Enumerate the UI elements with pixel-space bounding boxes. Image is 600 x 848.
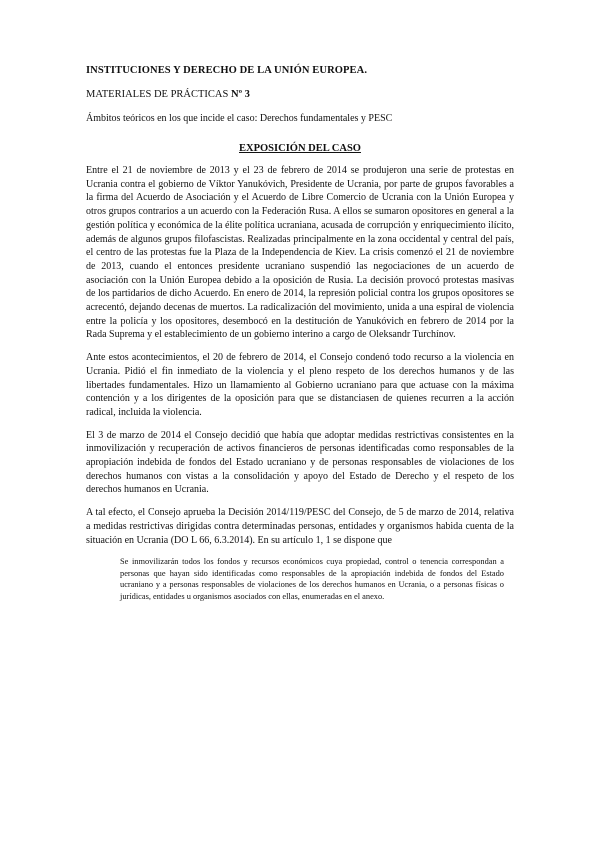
document-page [86,64,514,603]
paragraph-3: El 3 de marzo de 2014 el Consejo decidió que había que adoptar medidas restrictivas consistentes en la inmovilización y recuperación de activos financieros de personas identificadas como responsables de la apropiación indebida de fondos del Estado ucraniano y de personas responsables de violaciones de los derechos humanos con vistas a la consolidación y apoyo del Estado de Derecho y el respeto de los derechos humanos en Ucrania. [86,429,514,496]
subtitle-number: Nº 3 [230,89,250,100]
document-subtitle [86,88,514,102]
subtitle-prefix: MATERIALES DE PRÁCTICAS [86,89,231,100]
paragraph-1: Entre el 21 de noviembre de 2013 y el 23 de febrero de 2014 se produjeron una serie de protestas en Ucrania contra el gobierno de Víktor Yanukóvich, Presidente de Ucrania, por parte de grupos favorables a la firma del Acuerdo de Asociación y el Acuerdo de Libre Comercio de Ucrania con la Unión Europea y otros grupos contrarios a un acuerdo con la Federación Rusa. A ellos se sumaron opositores en general a la gestión política y económica de la élite política ucraniana, acusada de corrupción y enriquecimiento ilícito, además de algunos grupos filofascistas. Realizadas principalmente en la zona occidental y central del país, el centro de las protestas fue la Plaza de la Independencia de Kiev. La crisis comenzó el 21 de noviembre de 2013, cuando el entonces presidente ucraniano suspendió las negociaciones de un acuerdo de asociación con la Unión Europea debido a la oposición de Rusia. La decisión provocó protestas masivas de los partidarios de dicho Acuerdo. En enero de 2014, la represión policial contra los grupos opositores se acrecentó, dejando decenas de muertos. La radicalización del movimiento, unida a una espiral de violencia entre la policía y los opositores, desembocó en la destitución de Yanukóvich en febrero de 2014 por la Rada Suprema y el establecimiento de un gobierno interino a cargo de Oleksandr Turchínov. [86,165,514,341]
section-heading: EXPOSICIÓN DEL CASO [239,143,361,154]
block-quote: Se inmovilizarán todos los fondos y recursos económicos cuya propiedad, control o tenencia correspondan a personas que hayan sido identificadas como responsables de la apropiación indebida de fondos del Estado ucraniano y a personas responsables de violaciones de los derechos humanos en Ucrania, o a personas físicas o jurídicas, entidades u organismos asociados con ellas, enumeradas en el anexo. [120,557,504,602]
paragraph-4: A tal efecto, el Consejo aprueba la Decisión 2014/119/PESC del Consejo, de 5 de marzo de 2014, relativa a medidas restrictivas dirigidas contra determinadas personas, entidades y organismos habida cuenta de la situación en Ucrania (DO L 66, 6.3.2014). En su artículo 1, 1 se dispone que [86,507,514,546]
document-title: INSTITUCIONES Y DERECHO DE LA UNIÓN EUROPEA. [86,65,368,76]
theoretical-scope: Ámbitos teóricos en los que incide el caso: Derechos fundamentales y PESC [86,113,393,124]
paragraph-2: Ante estos acontecimientos, el 20 de febrero de 2014, el Consejo condenó todo recurso a la violencia en Ucrania. Pidió el fin inmediato de la violencia y el pleno respeto de los derechos humanos y de las libertades fundamentales. Hizo un llamamiento al Gobierno ucraniano para que actuase con la máxima contención y a los dirigentes de la oposición para que se distanciasen de quienes recurren a la acción radical, incluida la violencia. [86,352,514,418]
